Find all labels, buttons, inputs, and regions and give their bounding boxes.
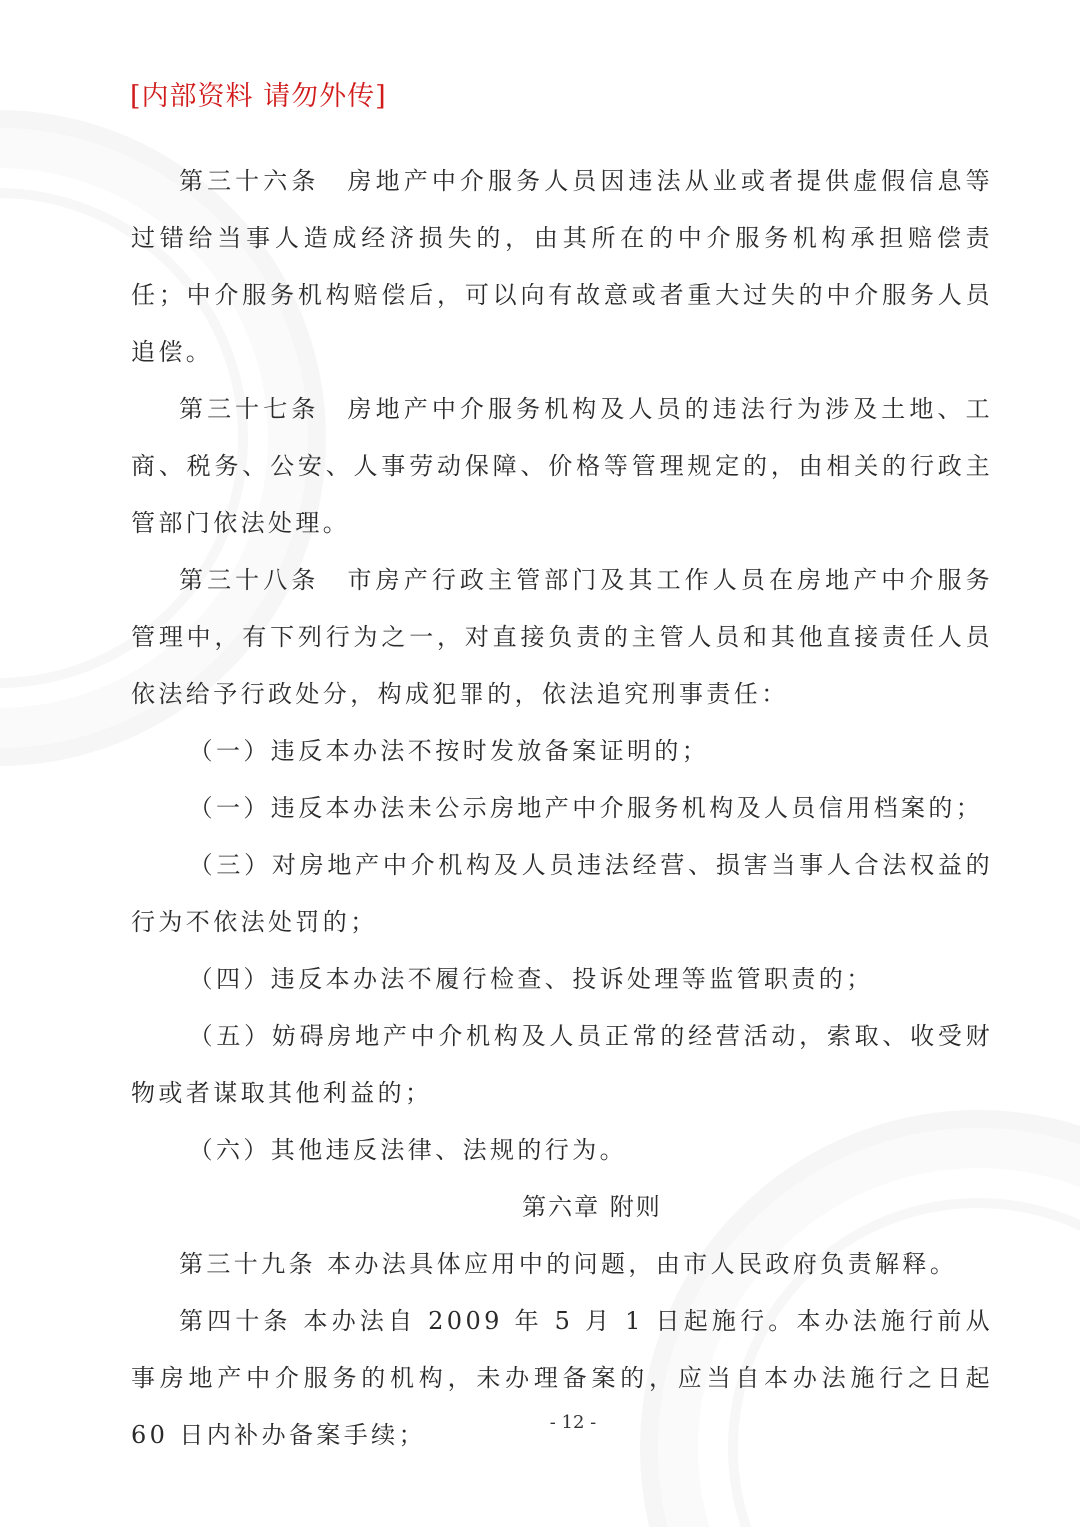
article-40: 第四十条 本办法自 2009 年 5 月 1 日起施行。本办法施行前从事房地产中介服务的机构，未办理备案的，应当自本办法施行之日起 60 日内补办备案手续；	[131, 1307, 993, 1449]
article-38-item-3: （三）对房地产中介机构及人员违法经营、损害当事人合法权益的行为不依法处罚的；	[131, 851, 993, 936]
document-body	[131, 153, 993, 1464]
article-39: 第三十九条 本办法具体应用中的问题，由市人民政府负责解释。	[179, 1250, 958, 1278]
article-38-item-4: （四）违反本办法不履行检查、投诉处理等监管职责的；	[188, 965, 874, 993]
article-38-item-6: （六）其他违反法律、法规的行为。	[188, 1136, 627, 1164]
article-38-item-5: （五）妨碍房地产中介机构及人员正常的经营活动，索取、收受财物或者谋取其他利益的；	[131, 1022, 993, 1107]
article-38-item-2: （一）违反本办法未公示房地产中介服务机构及人员信用档案的；	[188, 794, 984, 822]
chapter-six-title: 第六章 附则	[522, 1193, 662, 1221]
article-37: 第三十七条 房地产中介服务机构及人员的违法行为涉及土地、工商、税务、公安、人事劳动保障、价格等管理规定的，由相关的行政主管部门依法处理。	[131, 395, 993, 537]
page-number: - 12 -	[549, 1412, 597, 1433]
internal-use-notice: [内部资料 请勿外传]	[130, 81, 387, 112]
article-36: 第三十六条 房地产中介服务人员因违法从业或者提供虚假信息等过错给当事人造成经济损失的，由其所在的中介服务机构承担赔偿责任；中介服务机构赔偿后，可以向有故意或者重大过失的中介服务人员追偿。	[131, 167, 993, 366]
article-38-item-1: （一）违反本办法不按时发放备案证明的；	[188, 737, 710, 765]
article-38: 第三十八条 市房产行政主管部门及其工作人员在房地产中介服务管理中，有下列行为之一，对直接负责的主管人员和其他直接责任人员依法给予行政处分，构成犯罪的，依法追究刑事责任：	[131, 566, 993, 708]
